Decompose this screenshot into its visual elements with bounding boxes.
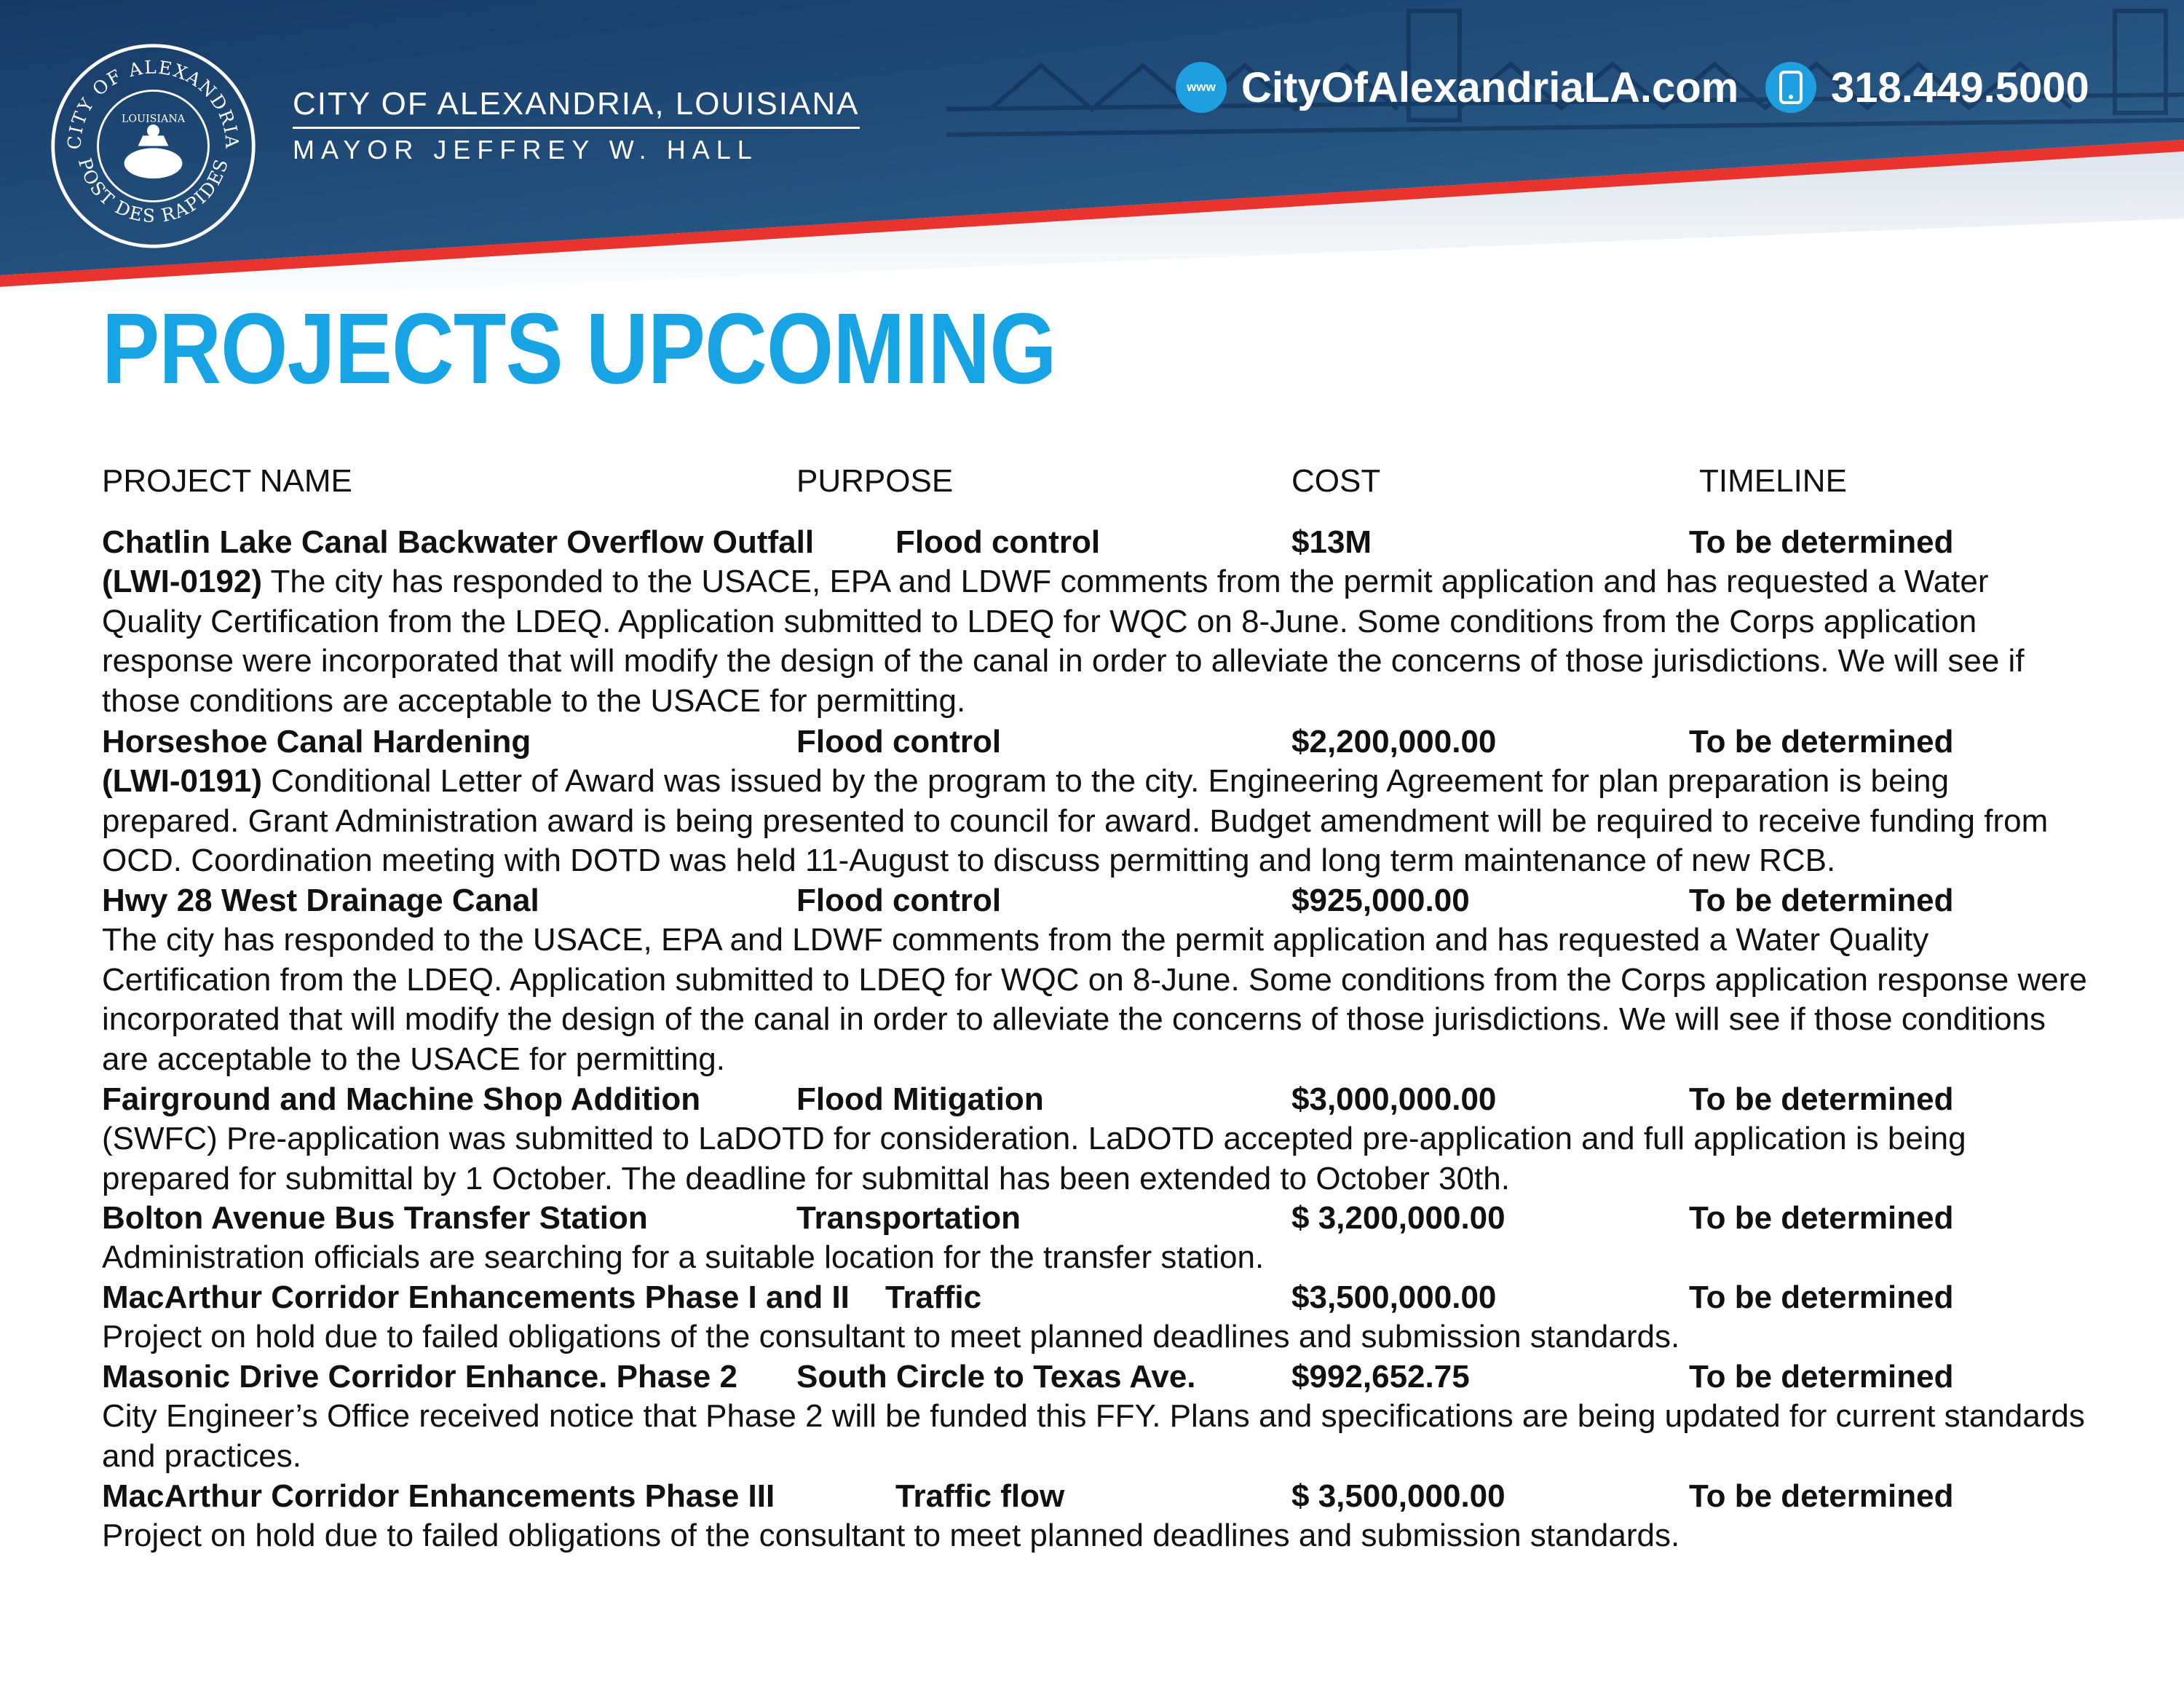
city-name: CITY OF ALEXANDRIA, LOUISIANA xyxy=(293,86,860,129)
project-name: Hwy 28 West Drainage Canal xyxy=(102,883,539,918)
www-icon: www xyxy=(1176,62,1227,113)
project-cost: $992,652.75 xyxy=(1291,1359,1470,1395)
website-text[interactable]: CityOfAlexandriaLA.com xyxy=(1241,63,1739,111)
project-code: (LWI-0191) xyxy=(102,763,263,799)
column-header-project-name: PROJECT NAME xyxy=(102,463,352,499)
project-cost: $2,200,000.00 xyxy=(1291,724,1497,760)
project-description: Project on hold due to failed obligations of the consultant to meet planned deadlines and submission standards. xyxy=(102,1518,1680,1553)
project-purpose: Traffic flow xyxy=(895,1478,1065,1514)
project-purpose: Flood control xyxy=(796,883,1002,918)
svg-text:CITY OF ALEXANDRIA: CITY OF ALEXANDRIA xyxy=(63,56,243,150)
project-name: Chatlin Lake Canal Backwater Overflow Outfall xyxy=(102,524,815,560)
project-cost: $ 3,200,000.00 xyxy=(1291,1200,1506,1236)
project-cost: $3,000,000.00 xyxy=(1291,1081,1497,1117)
project-name: MacArthur Corridor Enhancements Phase III xyxy=(102,1478,775,1514)
project-name: MacArthur Corridor Enhancements Phase I and II xyxy=(102,1279,850,1315)
website-link[interactable] xyxy=(1176,62,1738,113)
project-purpose: South Circle to Texas Ave. xyxy=(796,1359,1196,1395)
project-cost: $13M xyxy=(1291,524,1372,560)
project-description: City Engineer’s Office received notice that Phase 2 will be funded this FFY. Plans and specifications are being updated for current standards and practices. xyxy=(102,1398,2085,1474)
pelican-emblem xyxy=(124,125,183,178)
project-purpose: Flood control xyxy=(895,524,1101,560)
project-purpose: Flood control xyxy=(796,724,1002,760)
project-description: Administration officials are searching for a suitable location for the transfer station. xyxy=(102,1239,1265,1275)
project-timeline: To be determined xyxy=(1689,1279,1954,1315)
project-timeline: To be determined xyxy=(1689,1478,1954,1514)
page-title: PROJECTS UPCOMING xyxy=(102,293,1056,405)
project-name: Bolton Avenue Bus Transfer Station xyxy=(102,1200,648,1236)
column-header-cost: COST xyxy=(1291,463,1381,499)
phone-link[interactable] xyxy=(1765,62,2089,113)
project-purpose: Traffic xyxy=(885,1279,982,1315)
project-timeline: To be determined xyxy=(1689,883,1954,918)
project-purpose: Transportation xyxy=(796,1200,1021,1236)
project-name: Horseshoe Canal Hardening xyxy=(102,724,531,760)
project-timeline: To be determined xyxy=(1689,1359,1954,1395)
project-cost: $ 3,500,000.00 xyxy=(1291,1478,1506,1514)
project-description: (LWI-0192) The city has responded to the USACE, EPA and LDWF comments from the permit application and has requested a Water Quality Certification from the LDEQ. Application submitted to LDEQ for WQC on 8-June. Some conditions from the Corps application response were incorporated that will modify the design of the canal in order to alleviate the concerns of those jurisdictions. We will see if those conditions are acceptable to the USACE for permitting. xyxy=(102,564,2025,719)
project-description: (SWFC) Pre-application was submitted to LaDOTD for consideration. LaDOTD accepted pre-application and full application is being prepared for submittal by 1 October. The deadline for submittal has been extended to October 30th. xyxy=(102,1121,1966,1196)
project-description: The city has responded to the USACE, EPA and LDWF comments from the permit application and has requested a Water Quality Certification from the LDEQ. Application submitted to LDEQ for WQC on 8-June. Some conditions from the Corps application response were incorporated that will modify the design of the canal in order to alleviate the concerns of those jurisdictions. We will see if those conditions are acceptable to the USACE for permitting. xyxy=(102,922,2087,1077)
phone-number[interactable]: 318.449.5000 xyxy=(1831,63,2089,111)
project-name: Masonic Drive Corridor Enhance. Phase 2 xyxy=(102,1359,737,1395)
project-timeline: To be determined xyxy=(1689,1081,1954,1117)
project-cost: $925,000.00 xyxy=(1291,883,1470,918)
project-description: (LWI-0191) Conditional Letter of Award was issued by the program to the city. Engineering Agreement for plan preparation is being prepared. Grant Administration award is being presented to council for award. Budget amendment will be required to receive funding from OCD. Coordination meeting with DOTD was held 11-August to discuss permitting and long term maintenance of new RCB. xyxy=(102,763,2049,878)
city-seal-logo xyxy=(50,42,257,250)
project-purpose: Flood Mitigation xyxy=(796,1081,1044,1117)
phone-icon xyxy=(1765,62,1816,113)
project-timeline: To be determined xyxy=(1689,524,1954,560)
column-header-purpose: PURPOSE xyxy=(796,463,954,499)
svg-text:POST DES RAPIDES: POST DES RAPIDES xyxy=(74,155,233,227)
project-description: Project on hold due to failed obligations of the consultant to meet planned deadlines and submission standards. xyxy=(102,1319,1680,1354)
project-timeline: To be determined xyxy=(1689,1200,1954,1236)
project-name: Fairground and Machine Shop Addition xyxy=(102,1081,701,1117)
mayor-name: MAYOR JEFFREY W. HALL xyxy=(293,135,759,165)
project-timeline: To be determined xyxy=(1689,724,1954,760)
project-code: (LWI-0192) xyxy=(102,564,263,599)
project-cost: $3,500,000.00 xyxy=(1291,1279,1497,1315)
svg-text:LOUISIANA: LOUISIANA xyxy=(121,113,186,125)
column-header-timeline: TIMELINE xyxy=(1699,463,1847,499)
